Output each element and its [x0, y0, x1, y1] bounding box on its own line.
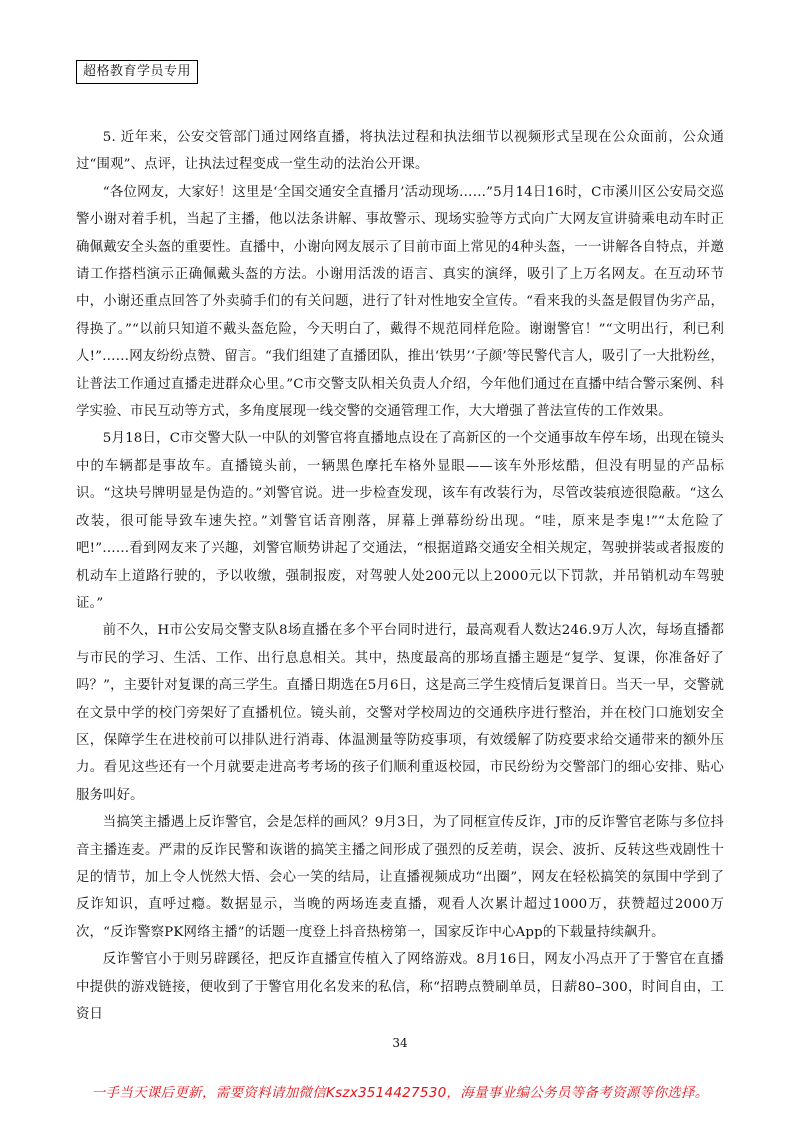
paragraph: “各位网友，大家好！这里是‘全国交通安全直播月’活动现场……”5月14日16时，C市溪川区公安局交巡警小谢对着手机，当起了主播，他以法条讲解、事故警示、现场实验等方式向广大网友宣讲骑乘电动车时正确佩戴安全头盔的重要性。直播中，小谢向网友展示了目前市面上常见的4种头盔，一一讲解各自特点，并邀请工作搭档演示正确佩戴头盔的方法。小谢用活泼的语言、真实的演绎，吸引了上万名网友。在互动环节中，小谢还重点回答了外卖骑手们的有关问题，进行了针对性地安全宣传。“看来我的头盔是假冒伪劣产品，得换了。”“以前只知道不戴头盔危险，今天明白了，戴得不规范同样危险。谢谢警官！”“文明出行，利已利人!”……网友纷纷点赞、留言。“我们组建了直播团队，推出‘铁男’‘子颜’等民警代言人，吸引了一大批粉丝，让普法工作通过直播走进群众心里。”C市交警支队相关负责人介绍，今年他们通过在直播中结合警示案例、科学实验、市民互动等方式，多角度展现一线交警的交通管理工作，大大增强了普法宣传的工作效果。 — [76, 184, 724, 420]
paragraph: 5月18日，C市交警大队一中队的刘警官将直播地点设在了高新区的一个交通事故车停车场，出现在镜头中的车辆都是事故车。直播镜头前，一辆黑色摩托车格外显眼——该车外形炫酷，但没有明显的产品标识。“这块号牌明显是伪造的。”刘警官说。进一步检查发现，该车有改装行为，尽管改装痕迹很隐蔽。“这么改装，很可能导致车速失控。”刘警官话音刚落，屏幕上弹幕纷纷出现。“哇，原来是李鬼!”“太危险了吧!”……看到网友来了兴趣，刘警官顺势讲起了交通法，“根据道路交通安全相关规定，驾驶拼装或者报废的机动车上道路行驶的，予以收缴，强制报废，对驾驶人处200元以上2000元以下罚款，并吊销机动车驾驶证。” — [76, 431, 724, 611]
paragraph: 前不久，H市公安局交警支队8场直播在多个平台同时进行，最高观看人数达246.9万人次，每场直播都与市民的学习、生活、工作、出行息息相关。其中，热度最高的那场直播主题是“复学、复课，你准备好了吗？”，主要针对复课的高三学生。直播日期选在5月6日，这是高三学生疫情后复课首日。当天一早，交警就在文景中学的校门旁架好了直播机位。镜头前，交警对学校周边的交通秩序进行整治，并在校门口施划安全区，保障学生在进校前可以排队进行消毒、体温测量等防疫事项，有效缓解了防疫要求给交通带来的额外压力。看见这些还有一个月就要走进高考考场的孩子们顺利重返校园，市民纷纷为交警部门的细心安排、贴心服务叫好。 — [76, 623, 724, 803]
paragraph: 5. 近年来，公安交管部门通过网络直播，将执法过程和执法细节以视频形式呈现在公众面前，公众通过“围观”、点评，让执法过程变成一堂生动的法治公开课。 — [76, 130, 724, 173]
paragraph: 当搞笑主播遇上反诈警官，会是怎样的画风？9月3日，为了同框宣传反诈，J市的反诈警官老陈与多位抖音主播连麦。严肃的反诈民警和诙谐的搞笑主播之间形成了强烈的反差萌，误会、波折、反转这些戏剧性十足的情节，加上令人恍然大悟、会心一笑的结局，让直播视频成功“出圈”，网友在轻松搞笑的氛围中学到了反诈知识，直呼过瘾。数据显示，当晚的两场连麦直播，观看人次累计超过1000万，获赞超过2000万次，“反诈警察PK网络主播”的话题一度登上抖音热榜第一，国家反诈中心App的下载量持续飙升。 — [76, 815, 724, 940]
paragraph: 反诈警官小于则另辟蹊径，把反诈直播宣传植入了网络游戏。8月16日，网友小冯点开了于警官在直播中提供的游戏链接，便收到了于警官用化名发来的私信，称“招聘点赞刷单员，日薪80–300，时间自由，工资日 — [76, 952, 724, 1022]
footer-note: 一手当天课后更新，需要资料请加微信Kszx3514427530，海量事业编公务员等备考资源等你选择。 — [91, 1085, 709, 1101]
document-body — [76, 124, 724, 1028]
header-label: 超格教育学员专用 — [83, 64, 192, 79]
page-number: 34 — [392, 1036, 408, 1050]
header-label-box — [76, 60, 198, 84]
